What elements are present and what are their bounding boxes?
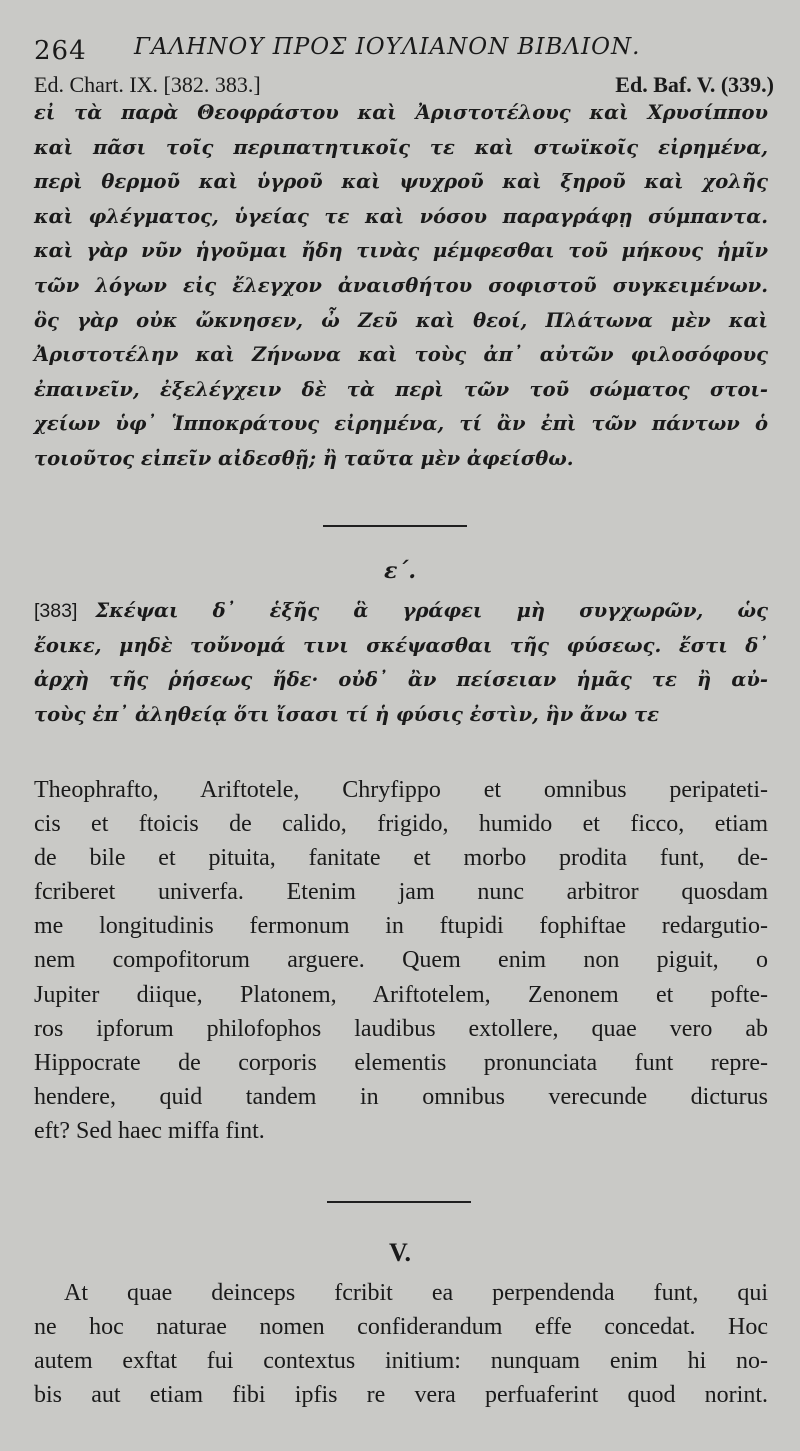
text-line: hendere, quid tandem in omnibus verecunde dicturus <box>34 1083 768 1110</box>
text-line: ἀρχὴ τῆς ῥήσεως ἥδε· οὐδ᾽ ἂν πείσειαν ἡμᾶς τε ἢ αὐ- <box>34 668 768 692</box>
text-line: At quae deinceps fcribit ea perpendenda funt, qui <box>64 1280 768 1306</box>
text-line: καὶ πᾶσι τοῖς περιπατητικοῖς τε καὶ στωϊκοῖς εἰρημένα, <box>34 135 768 159</box>
page-number: 264 <box>34 36 87 66</box>
text-line: ros ipforum philofophos laudibus extollere, quae vero ab <box>34 1015 768 1042</box>
latin-text-block-1 <box>34 773 768 1148</box>
text-line-content: Σκέψαι δ᾽ ἑξῆς ἃ γράφει μὴ συγχωρῶν, ὡς <box>95 599 768 622</box>
text-line: autem exftat fui contextus initium: nunquam enim hi no- <box>34 1348 768 1375</box>
text-line: περὶ θερμοῦ καὶ ὑγροῦ καὶ ψυχροῦ καὶ ξηροῦ καὶ χολῆς <box>34 170 768 194</box>
edition-chart-ref: Ed. Chart. IX. [382. 383.] <box>34 72 261 97</box>
text-line: τοιοῦτος εἰπεῖν αἰδεσθῇ; ἢ ταῦτα μὲν ἀφείσθω. <box>34 446 574 470</box>
text-line: me longitudinis fermonum in ftupidi fophiftae redargutio- <box>34 913 768 940</box>
section-divider <box>323 525 467 527</box>
text-line <box>34 594 768 629</box>
page-header <box>34 28 774 68</box>
text-line: Theophrafto, Ariftotele, Chryfippo et omnibus peripateti- <box>34 777 768 803</box>
text-line: ὃς γὰρ οὐκ ὤκνησεν, ὦ Ζεῦ καὶ θεοί, Πλάτωνα μὲν καὶ <box>34 308 768 332</box>
text-line: Jupiter diique, Platonem, Ariftotelem, Zenonem et pofte- <box>34 981 768 1008</box>
greek-text-block-1 <box>34 96 768 477</box>
latin-text-block-2 <box>34 1276 768 1412</box>
section-heading-greek: ε΄. <box>383 558 417 584</box>
text-line: ἐπαινεῖν, ἐξελέγχειν δὲ τὰ περὶ τῶν τοῦ σώματος στοι- <box>34 377 768 401</box>
text-line: nem compofitorum arguere. Quem enim non piguit, o <box>34 947 768 974</box>
text-line: bis aut etiam fibi ipfis re vera perfuaferint quod norint. <box>34 1382 768 1409</box>
text-line: ne hoc naturae nomen confiderandum effe concedat. Hoc <box>34 1314 768 1341</box>
text-line: τῶν λόγων εἰς ἔλεγχον ἀναισθήτου σοφιστοῦ συγκειμένων. <box>34 273 768 297</box>
text-line: ἔοικε, μηδὲ τοὔνομά τινι σκέψασθαι τῆς φύσεως. ἔστι δ᾽ <box>34 633 768 657</box>
text-line: eft? Sed haec miffa fint. <box>34 1117 265 1144</box>
text-line: χείων ὑφ᾽ Ἱπποκράτους εἰρημένα, τί ἂν ἐπὶ τῶν πάντων ὁ <box>34 412 768 436</box>
text-line: Hippocrate de corporis elementis pronunciata funt repre- <box>34 1049 768 1076</box>
text-line: cis et ftoicis de calido, frigido, humido et ficco, etiam <box>34 811 768 838</box>
text-line: Ἀριστοτέλην καὶ Ζήνωνα καὶ τοὺς ἀπ᾽ αὐτῶν φιλοσόφους <box>34 343 768 367</box>
page-marker: [383] <box>34 600 78 622</box>
text-line: fcriberet univerfa. Etenim jam nunc arbitror quosdam <box>34 879 768 906</box>
section-divider <box>327 1201 471 1203</box>
edition-basel-ref: Ed. Baf. V. (339.) <box>615 72 774 97</box>
text-line: καὶ φλέγματος, ὑγείας τε καὶ νόσου παραγράφῃ σύμπαντα. <box>34 204 768 228</box>
greek-text-block-2 <box>34 594 768 732</box>
text-line: εἰ τὰ παρὰ Θεοφράστου καὶ Ἀριστοτέλους καὶ Χρυσίππου <box>34 101 768 124</box>
running-title: ΓΑΛΗΝΟΥ ΠΡΟΣ ΙΟΥΛΙΑΝΟΝ ΒΙΒΛΙΟΝ. <box>134 34 641 60</box>
text-line: τοὺς ἐπ᾽ ἀληθείᾳ ὅτι ἴσασι τί ἡ φύσις ἐστὶν, ἣν ἄνω τε <box>34 702 659 726</box>
text-line: de bile et pituita, fanitate et morbo prodita funt, de- <box>34 845 768 872</box>
text-line: καὶ γὰρ νῦν ἡγοῦμαι ἤδη τινὰς μέμφεσθαι τοῦ μήκους ἡμῖν <box>34 239 768 263</box>
section-heading-latin: V. <box>389 1238 411 1267</box>
